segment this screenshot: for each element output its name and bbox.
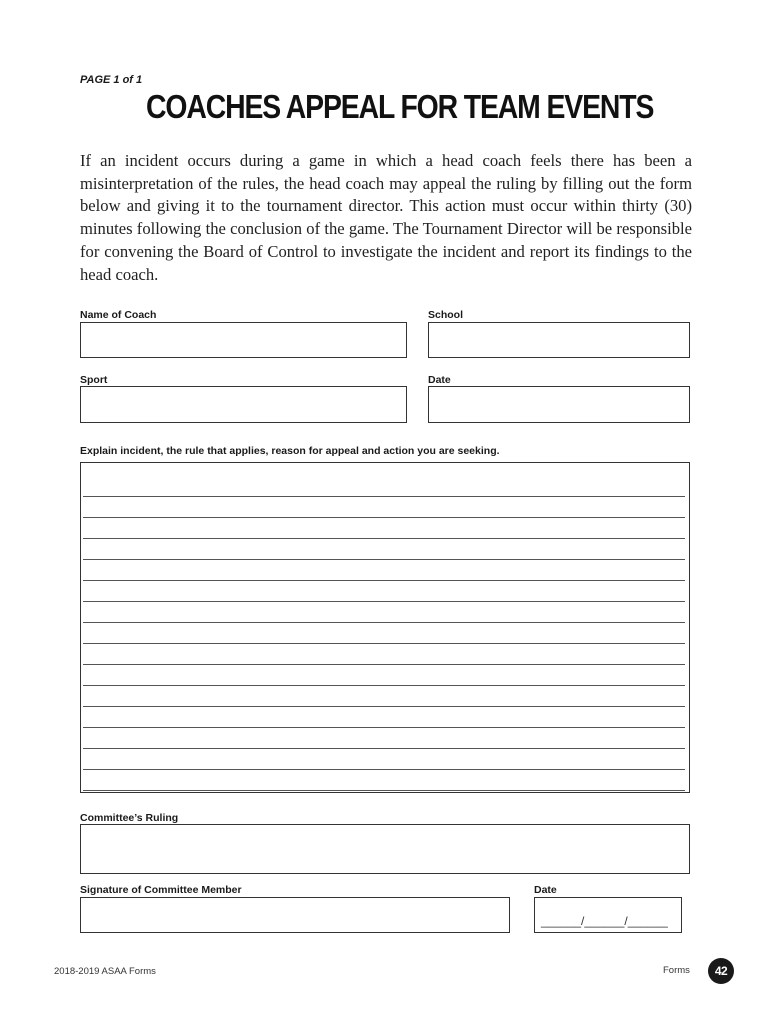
signature-field[interactable] — [80, 897, 510, 933]
signature-label: Signature of Committee Member — [80, 884, 242, 896]
writing-line — [83, 559, 685, 560]
school-label: School — [428, 309, 464, 321]
page-number-badge: 42 — [708, 958, 734, 984]
writing-line — [83, 517, 685, 518]
date-label: Date — [428, 374, 451, 386]
writing-line — [83, 748, 685, 749]
explain-incident-field[interactable] — [80, 462, 690, 793]
name-of-coach-label: Name of Coach — [80, 309, 157, 321]
name-of-coach-field[interactable] — [80, 322, 407, 358]
footer-section-label: Forms — [663, 965, 690, 976]
writing-line — [83, 685, 685, 686]
writing-line — [83, 790, 685, 791]
date-field[interactable] — [428, 386, 690, 423]
intro-paragraph: If an incident occurs during a game in which a head coach feels there has been a misinterpretation of the rules, the head coach may appeal the ruling by filling out the form below and giving it to the tournament director. This action must occur within thirty (30) minutes following the conclusion of the game. The Tournament Director will be responsible for convening the Board of Control to investigate the incident and report its findings to the head coach. — [80, 151, 692, 284]
sport-field[interactable] — [80, 386, 407, 423]
signature-date-field[interactable] — [534, 897, 682, 933]
school-field[interactable] — [428, 322, 690, 358]
committee-ruling-field[interactable] — [80, 824, 690, 874]
signature-date-label: Date — [534, 884, 557, 896]
writing-line — [83, 538, 685, 539]
page-title: COACHES APPEAL FOR TEAM EVENTS — [146, 88, 654, 125]
footer-left-text: 2018-2019 ASAA Forms — [54, 966, 156, 977]
writing-line — [83, 580, 685, 581]
writing-line — [83, 706, 685, 707]
writing-line — [83, 601, 685, 602]
writing-line — [83, 643, 685, 644]
writing-line — [83, 769, 685, 770]
sport-label: Sport — [80, 374, 108, 386]
writing-line — [83, 664, 685, 665]
writing-line — [83, 622, 685, 623]
writing-line — [83, 496, 685, 497]
committee-ruling-label: Committee’s Ruling — [80, 812, 179, 824]
writing-line — [83, 727, 685, 728]
page-label: PAGE 1 of 1 — [80, 74, 143, 86]
explain-incident-label: Explain incident, the rule that applies, reason for appeal and action you are seeking. — [80, 445, 500, 457]
signature-date-placeholder: ______/______/______ — [541, 914, 668, 928]
